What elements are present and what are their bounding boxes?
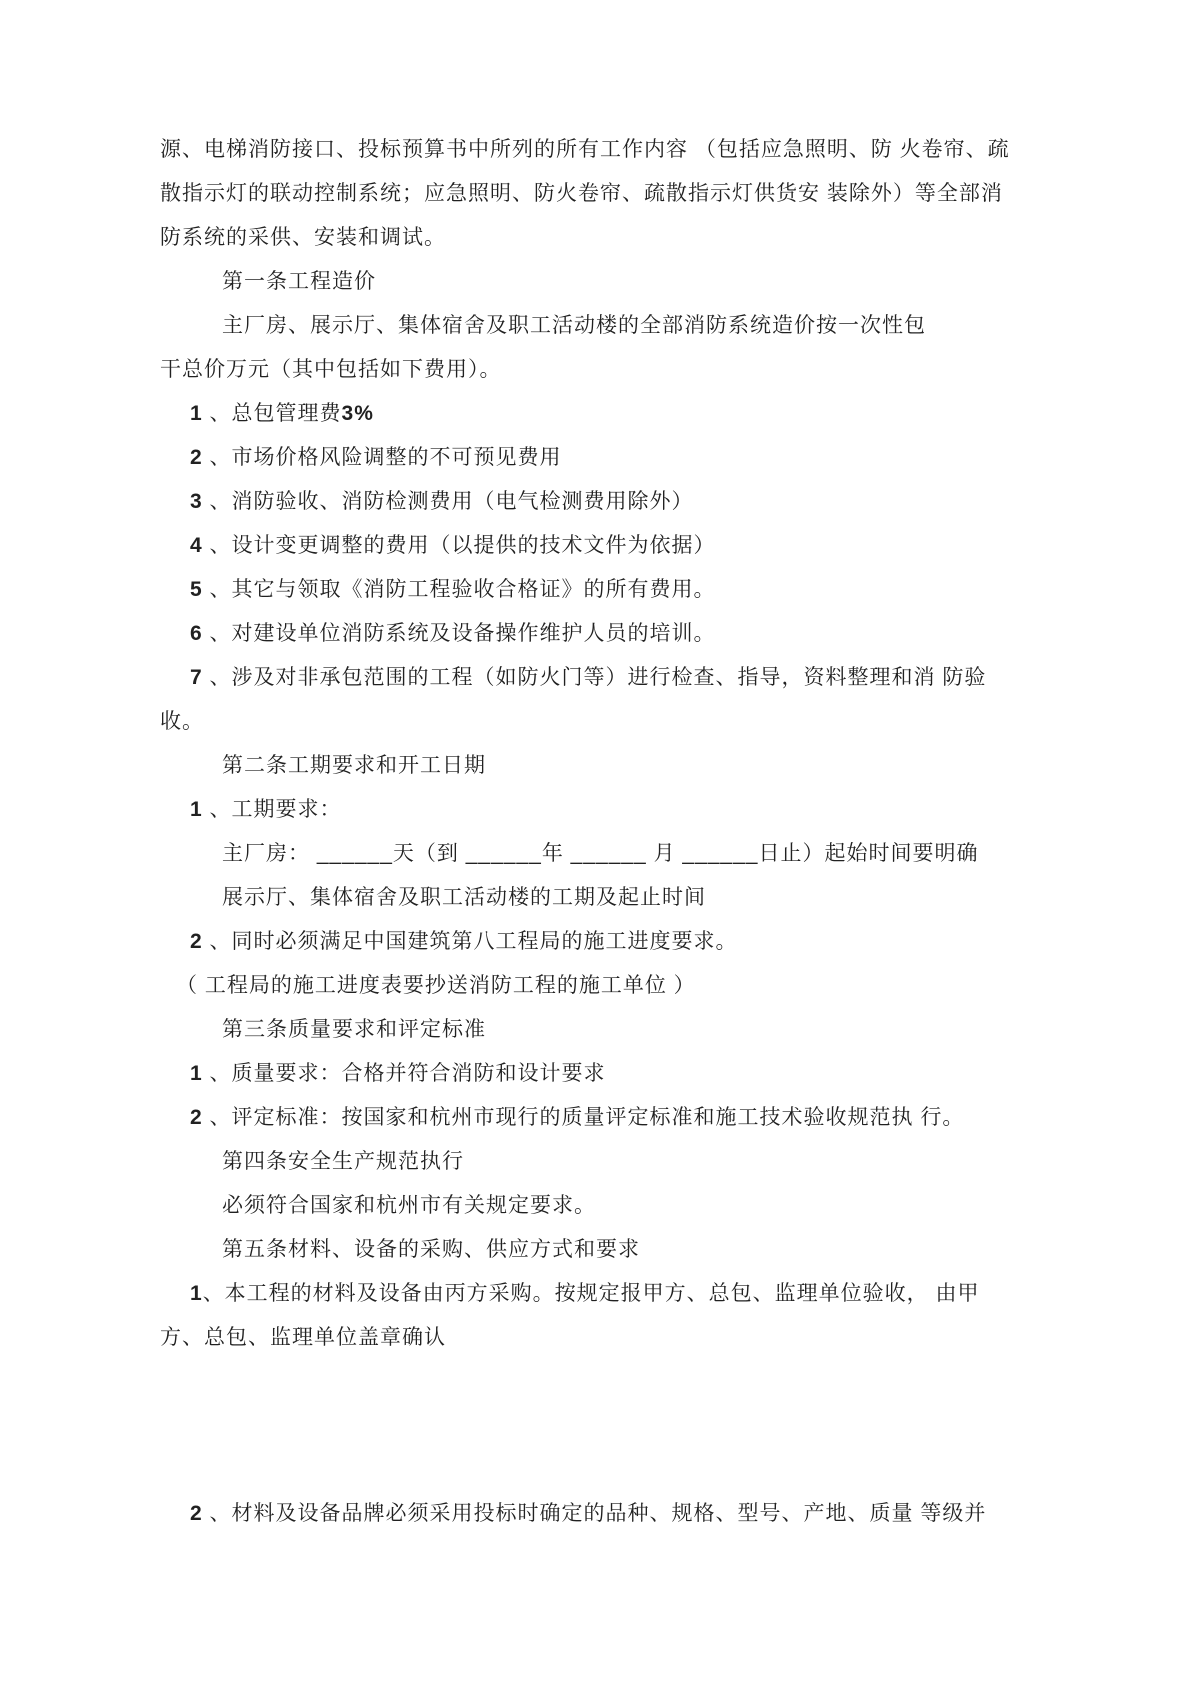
text-line: [190, 568, 1044, 612]
text-line: [190, 612, 1044, 656]
line-text: 收。: [160, 710, 204, 733]
section-heading: [222, 1008, 1044, 1052]
line-text: 、工期要求：: [202, 798, 342, 821]
section-heading: [222, 260, 1044, 304]
blank-line: [160, 1448, 1044, 1492]
line-text: 必须符合国家和杭州市有关规定要求。: [222, 1194, 596, 1217]
line-text: 第四条安全生产规范执行: [222, 1150, 464, 1173]
line-text: 、对建设单位消防系统及设备操作维护人员的培训。: [202, 622, 716, 645]
text-line: [190, 1052, 1044, 1096]
text-line: [160, 1316, 1044, 1360]
line-text: 、涉及对非承包范围的工程（如防火门等）进行检查、指导，资料整理和消 防验: [202, 666, 987, 689]
text-line: [160, 700, 1044, 744]
text-line: [160, 128, 1044, 172]
line-text: 、同时必须满足中国建筑第八工程局的施工进度要求。: [202, 930, 738, 953]
line-text: 、设计变更调整的费用（以提供的技术文件为依据）: [202, 534, 716, 557]
item-number: 1: [190, 1062, 203, 1085]
document-body: [160, 128, 1044, 1536]
text-line: [190, 1492, 1044, 1536]
line-text: 第一条工程造价: [222, 270, 376, 293]
section-heading: [222, 1228, 1044, 1272]
line-text: 、本工程的材料及设备由丙方采购。按规定报甲方、总包、监理单位验收， 由甲: [202, 1282, 980, 1305]
item-number: 1: [190, 798, 203, 821]
text-line: [190, 1272, 1044, 1316]
text-line: [222, 832, 1044, 876]
line-text: 、质量要求：合格并符合消防和设计要求: [202, 1062, 606, 1085]
line-text: 、总包管理费: [202, 402, 342, 425]
line-text: 散指示灯的联动控制系统；应急照明、防火卷帘、疏散指示灯供货安 装除外）等全部消: [160, 182, 1003, 205]
item-number: 2: [190, 446, 203, 469]
text-line: [222, 1184, 1044, 1228]
line-text: 展示厅、集体宿舍及职工活动楼的工期及起止时间: [222, 886, 706, 909]
item-number: 7: [190, 666, 203, 689]
text-line: [190, 1096, 1044, 1140]
item-number: 1: [190, 402, 203, 425]
text-line: [190, 480, 1044, 524]
line-text: 、材料及设备品牌必须采用投标时确定的品种、规格、型号、产地、质量 等级并: [202, 1502, 987, 1525]
text-line: [190, 524, 1044, 568]
item-number: 3%: [341, 402, 374, 425]
section-heading: [222, 1140, 1044, 1184]
line-text: 、市场价格风险调整的不可预见费用: [202, 446, 562, 469]
text-line: [222, 304, 1044, 348]
item-number: 6: [190, 622, 203, 645]
line-text: 源、电梯消防接口、投标预算书中所列的所有工作内容 （包括应急照明、防 火卷帘、疏: [160, 138, 1010, 161]
text-line: [160, 348, 1044, 392]
line-text: 、评定标准：按国家和杭州市现行的质量评定标准和施工技术验收规范执 行。: [202, 1106, 965, 1129]
line-text: 第三条质量要求和评定标准: [222, 1018, 486, 1041]
item-number: 5: [190, 578, 203, 601]
item-number: 2: [190, 930, 203, 953]
line-text: 主厂房、展示厅、集体宿舍及职工活动楼的全部消防系统造价按一次性包: [222, 314, 926, 337]
blank-line: [160, 1404, 1044, 1448]
line-text: 、其它与领取《消防工程验收合格证》的所有费用。: [202, 578, 716, 601]
line-text: 第五条材料、设备的采购、供应方式和要求: [222, 1238, 640, 1261]
text-line: [190, 436, 1044, 480]
line-text: 第二条工期要求和开工日期: [222, 754, 486, 777]
line-text: 防系统的采供、安装和调试。: [160, 226, 446, 249]
text-line: [222, 876, 1044, 920]
line-text: 方、总包、监理单位盖章确认: [160, 1326, 446, 1349]
line-text: 主厂房： ______天（到 ______年 ______ 月 ______日止）起始时间要明确: [222, 842, 979, 865]
blank-line: [160, 1360, 1044, 1404]
item-number: 2: [190, 1502, 203, 1525]
item-number: 1: [190, 1282, 203, 1305]
text-line: [160, 172, 1044, 216]
section-heading: [222, 744, 1044, 788]
line-text: 干总价万元（其中包括如下费用）。: [160, 358, 502, 381]
line-text: 、消防验收、消防检测费用（电气检测费用除外）: [202, 490, 694, 513]
line-text: （ 工程局的施工进度表要抄送消防工程的施工单位 ）: [176, 974, 696, 997]
text-line: [190, 656, 1044, 700]
item-number: 2: [190, 1106, 203, 1129]
text-line: [160, 216, 1044, 260]
item-number: 3: [190, 490, 203, 513]
item-number: 4: [190, 534, 203, 557]
text-line: [190, 920, 1044, 964]
text-line: [176, 964, 1044, 1008]
text-line: [190, 392, 1044, 436]
text-line: [190, 788, 1044, 832]
